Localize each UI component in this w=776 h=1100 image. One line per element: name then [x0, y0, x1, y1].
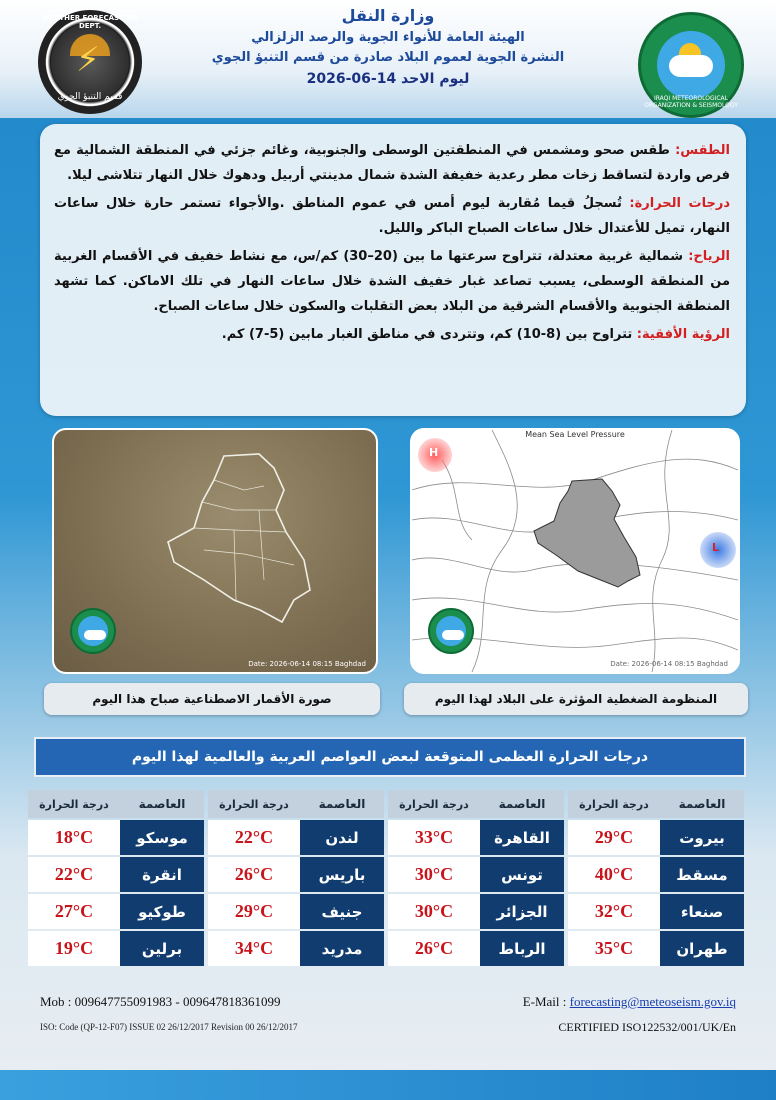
temp-cell: 33°C: [388, 820, 480, 855]
city-cell: باريس: [300, 857, 384, 892]
visibility-paragraph: [54, 322, 730, 347]
temp-cell: 26°C: [208, 857, 300, 892]
organization-badge-icon: [70, 608, 116, 654]
bulletin-date: ليوم الاحد 14-06-2026: [306, 71, 470, 87]
pressure-chart-title: Mean Sea Level Pressure: [525, 430, 625, 439]
bulletin-header: [0, 0, 776, 118]
pressure-timestamp: Date: 2026-06-14 08:15 Baghdad: [610, 660, 728, 668]
city-cell: بيروت: [660, 820, 744, 855]
email-link[interactable]: forecasting@meteoseism.gov.iq: [569, 994, 736, 1009]
email-block: [523, 994, 736, 1010]
visibility-text: تتراوح بين (8-10) كم، وتتردى في مناطق الغبار مابين (5-7) كم.: [221, 327, 633, 342]
city-cell: تونس: [480, 857, 564, 892]
satellite-caption: صورة الأقمار الاصطناعية صباح هذا اليوم: [44, 683, 380, 715]
table-header-row: [32, 790, 744, 818]
city-cell: جنيف: [300, 894, 384, 929]
table-row: [32, 820, 744, 855]
organization-badge-icon: [428, 608, 474, 654]
weather-forecasting-dept-logo: [38, 10, 142, 114]
iraq-map-outline: [164, 450, 314, 630]
header-titles: [170, 4, 606, 90]
table-row: [32, 931, 744, 966]
city-cell: صنعاء: [660, 894, 744, 929]
city-cell: طوكيو: [120, 894, 204, 929]
temp-cell: 22°C: [28, 857, 120, 892]
city-cell: انقرة: [120, 857, 204, 892]
temp-cell: 18°C: [28, 820, 120, 855]
column-header-temp: درجة الحرارة: [568, 790, 660, 818]
email-label: E-Mail :: [522, 994, 567, 1009]
pressure-chart: [410, 428, 740, 674]
weather-label: الطقس:: [675, 143, 730, 158]
temp-cell: 29°C: [568, 820, 660, 855]
left-logo-text: WEATHER FORECASTING DEPT.: [41, 14, 139, 30]
temperature-text: تُسجلُ قيما مُقاربة ليوم أمس في عموم المناطق .والأجواء تستمر حارة خلال ساعات النهار، تميل للأعتدال خلال ساعات الصباح الباكر والليل.: [54, 196, 730, 236]
iso-certification: CERTIFIED ISO122532/001/UK/En: [558, 1020, 736, 1034]
bottom-bar: [0, 1070, 776, 1100]
satellite-timestamp: Date: 2026-06-14 08:15 Baghdad: [248, 660, 366, 668]
bulletin-name: النشرة الجوية لعموم البلاد صادرة من قسم التنبؤ الجوي: [211, 50, 565, 65]
lightning-icon: ⚡: [76, 40, 100, 80]
mobile-numbers: Mob : 009647755091983 - 009647818361099: [40, 994, 281, 1009]
left-logo-arabic: قسم التنبؤ الجوي: [57, 92, 123, 102]
iraqi-meteorological-organization-logo: [638, 12, 744, 118]
high-pressure-marker: H: [418, 438, 452, 472]
table-row: [32, 894, 744, 929]
city-cell: القاهرة: [480, 820, 564, 855]
cloud-icon: [669, 55, 713, 77]
temp-cell: 19°C: [28, 931, 120, 966]
temp-cell: 29°C: [208, 894, 300, 929]
temperature-label: درجات الحرارة:: [629, 196, 730, 211]
pressure-caption: المنظومة الضغطية المؤثرة على البلاد لهذا اليوم: [404, 683, 748, 715]
city-cell: الجزائر: [480, 894, 564, 929]
weather-text: طقس صحو ومشمس في المنطقتين الوسطى والجنوبية، وغائم جزئي في المنطقة الشمالية مع فرص واردة لتساقط زخات مطر رعدية خفيفة الشدة شمال مدينتي أربيل ودهوك خلال النهار تتلاشى ليلا.: [54, 143, 730, 183]
column-header-city: العاصمة: [120, 790, 204, 818]
contact-footer: [32, 992, 744, 1040]
temp-cell: 30°C: [388, 857, 480, 892]
temp-cell: 40°C: [568, 857, 660, 892]
wind-text: شمالية غربية معتدلة، تتراوح سرعتها ما بين (20–30) كم/س، مع نشاط خفيف في الأقسام الغربية من المنطقة الوسطى، يسبب تصاعد غبار خفيف الشدة خلال ساعات النهار في تلك الاماكن. كما تشهد المنطقة الجنوبية والأقسام الشرقية من البلاد بعض التقلبات والسكون خلال ساعات الصباح.: [54, 249, 730, 314]
column-header-city: العاصمة: [300, 790, 384, 818]
city-cell: موسكو: [120, 820, 204, 855]
column-header-city: العاصمة: [660, 790, 744, 818]
temperature-table-title: درجات الحرارة العظمى المتوقعة لبعض العواصم العربية والعالمية لهذا اليوم: [34, 737, 746, 777]
column-header-temp: درجة الحرارة: [28, 790, 120, 818]
city-cell: مسقط: [660, 857, 744, 892]
wind-label: الرياح:: [688, 249, 730, 264]
column-header-city: العاصمة: [480, 790, 564, 818]
column-header-temp: درجة الحرارة: [388, 790, 480, 818]
satellite-image: [52, 428, 378, 674]
iraq-pressure-outline: [532, 475, 642, 590]
temp-cell: 32°C: [568, 894, 660, 929]
temp-cell: 35°C: [568, 931, 660, 966]
city-cell: لندن: [300, 820, 384, 855]
column-header-temp: درجة الحرارة: [208, 790, 300, 818]
visibility-label: الرؤية الأفقية:: [636, 327, 730, 342]
ministry-name: وزارة النقل: [341, 6, 435, 25]
temp-cell: 26°C: [388, 931, 480, 966]
temp-cell: 30°C: [388, 894, 480, 929]
city-cell: برلين: [120, 931, 204, 966]
forecast-panel: [40, 124, 746, 416]
temp-cell: 27°C: [28, 894, 120, 929]
city-cell: مدريد: [300, 931, 384, 966]
right-logo-text: IRAQI METEOROLOGICAL ORGANIZATION & SEISMOLOGY: [644, 95, 738, 109]
iso-code: ISO: Code (QP-12-F07) ISSUE 02 26/12/2017 Revision 00 26/12/2017: [40, 1022, 298, 1032]
temperature-paragraph: [54, 191, 730, 241]
authority-name: الهيئة العامة للأنواء الجوية والرصد الزلزالي: [251, 30, 525, 45]
capitals-temperature-table: [32, 790, 744, 968]
city-cell: الرباط: [480, 931, 564, 966]
weather-paragraph: [54, 138, 730, 188]
low-pressure-marker: L: [700, 532, 736, 568]
wind-paragraph: [54, 244, 730, 319]
table-row: [32, 857, 744, 892]
temp-cell: 22°C: [208, 820, 300, 855]
city-cell: طهران: [660, 931, 744, 966]
temp-cell: 34°C: [208, 931, 300, 966]
